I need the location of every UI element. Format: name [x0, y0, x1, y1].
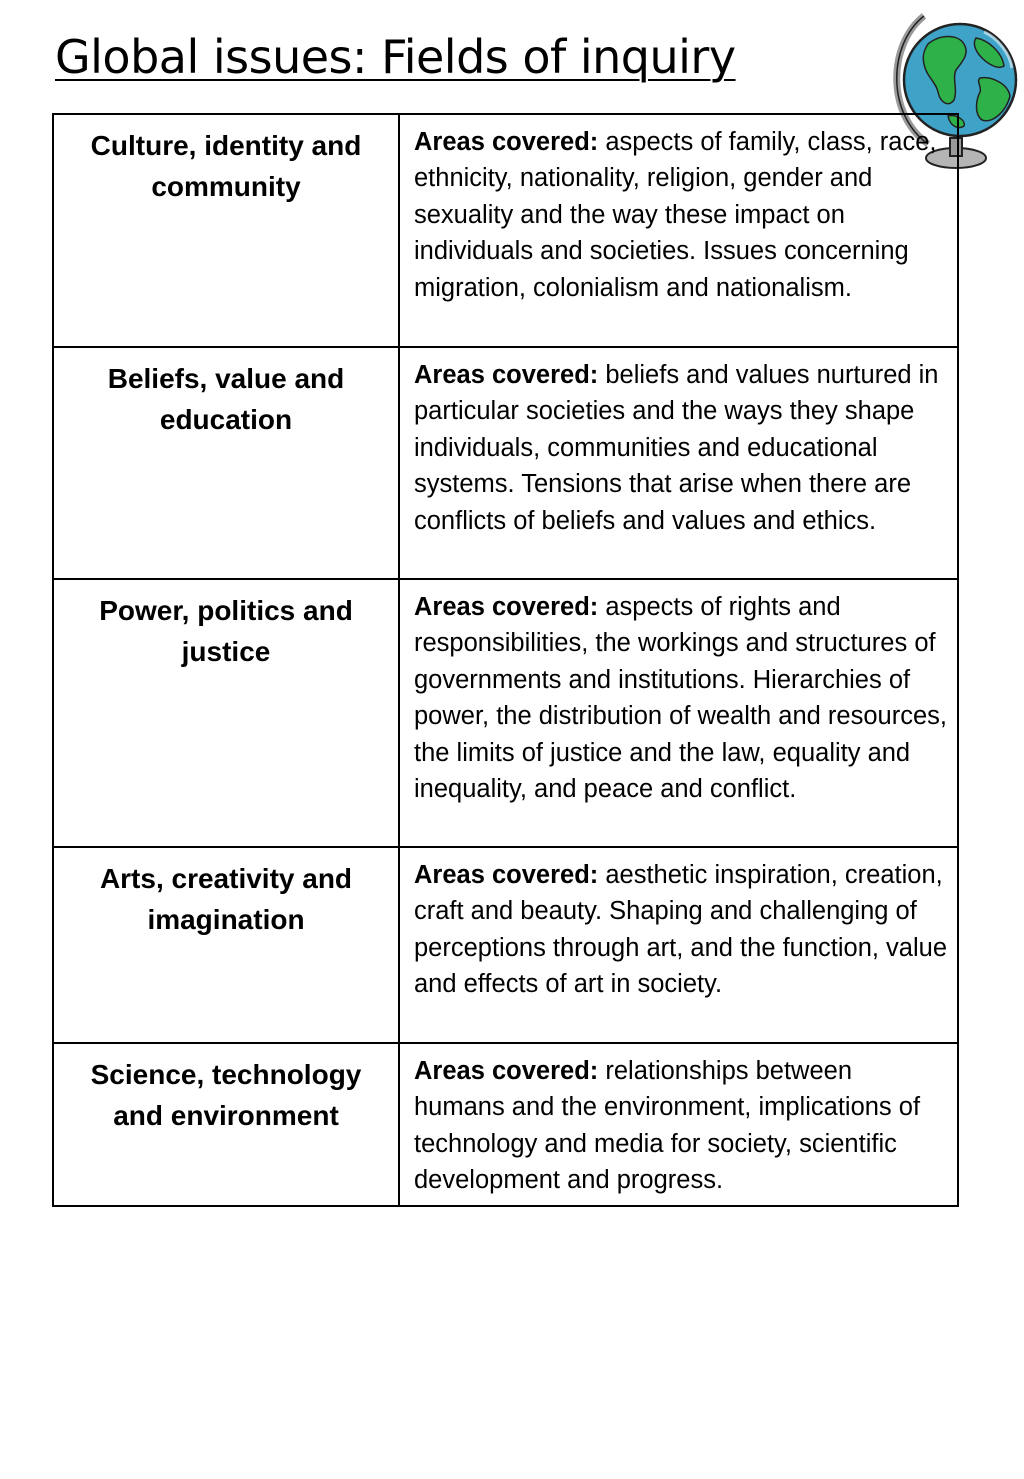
field-name: Science, technology and environment — [90, 1059, 362, 1131]
field-name-cell — [53, 347, 399, 579]
field-name-cell — [53, 1043, 399, 1206]
table-row — [53, 847, 958, 1043]
table-row — [53, 114, 958, 347]
field-description-cell — [399, 114, 958, 347]
areas-covered-label: Areas covered: — [414, 361, 599, 389]
field-description — [400, 580, 957, 813]
field-name: Beliefs, value and education — [107, 363, 345, 435]
field-description-cell — [399, 347, 958, 579]
table-row — [53, 347, 958, 579]
field-description — [400, 348, 957, 545]
table-row — [53, 1043, 958, 1206]
field-description — [400, 1044, 957, 1205]
field-description-cell — [399, 847, 958, 1043]
areas-covered-label: Areas covered: — [414, 593, 599, 621]
fields-table — [52, 113, 959, 1207]
field-name-cell — [53, 847, 399, 1043]
field-name: Arts, creativity and imagination — [99, 863, 353, 935]
field-name-cell — [53, 579, 399, 847]
field-name: Culture, identity and community — [90, 130, 362, 202]
field-description — [400, 115, 957, 312]
field-name-cell — [53, 114, 399, 347]
field-description-cell — [399, 1043, 958, 1206]
description-text: aspects of family, class, race, ethnicity, nationality, religion, gender and sexuality and the way these impact on individuals and societies. Issues concerning migration, colonialism and nationalism. — [414, 128, 937, 302]
description-text: beliefs and values nurtured in particular societies and the ways they shape individuals, communities and educational systems. Tensions that arise when there are conflicts of beliefs and values and ethics. — [414, 361, 939, 535]
areas-covered-label: Areas covered: — [414, 861, 599, 889]
description-text: relationships between humans and the environment, implications of technology and media for society, scientific development and progress. — [414, 1057, 921, 1195]
field-name: Power, politics and justice — [99, 595, 353, 667]
areas-covered-label: Areas covered: — [414, 128, 599, 156]
field-description — [400, 848, 957, 1009]
table-row — [53, 579, 958, 847]
page-title: Global issues: Fields of inquiry — [55, 30, 736, 84]
description-text: aspects of rights and responsibilities, the workings and structures of governments and institutions. Hierarchies of power, the distribution of wealth and resources, the limits of justice and the law, equality and inequality, and peace and conflict. — [414, 593, 947, 804]
description-text: aesthetic inspiration, creation, craft and beauty. Shaping and challenging of perceptions through art, and the function, value and effects of art in society. — [414, 861, 948, 999]
areas-covered-label: Areas covered: — [414, 1057, 599, 1085]
field-description-cell — [399, 579, 958, 847]
